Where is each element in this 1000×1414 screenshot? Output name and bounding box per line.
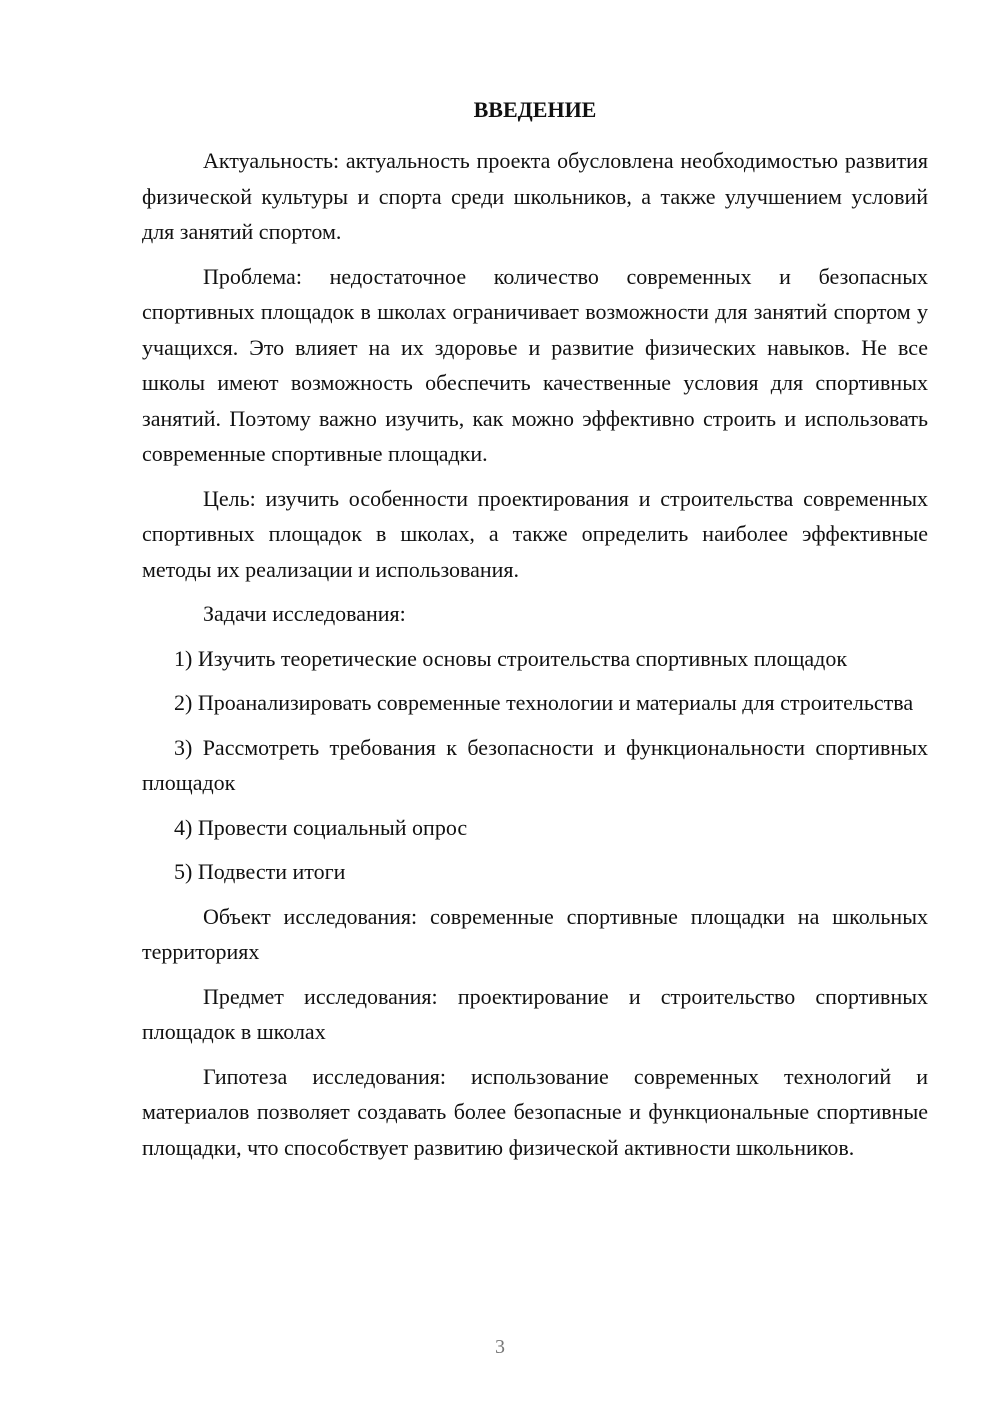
task-item-4: 4) Провести социальный опрос [174, 814, 468, 840]
task-item-5: 5) Подвести итоги [174, 859, 346, 884]
document-body [142, 143, 928, 1174]
paragraph-object: Объект исследования: современные спортивные площадки на школьных территориях [142, 903, 928, 964]
task-item-3: 3) Рассмотреть требования к безопасности и функциональности спортивных площадок [142, 734, 928, 795]
paragraph-goal: Цель: изучить особенности проектирования и строительства современных спортивных площадок в школах, а также определить наиболее эффективные методы их реализации и использования. [142, 485, 928, 582]
page-title: ВВЕДЕНИЕ [473, 97, 597, 122]
task-item-1: 1) Изучить теоретические основы строительства спортивных площадок [174, 645, 848, 671]
task-item-2: 2) Проанализировать современные технологии и материалы для строительства [174, 690, 914, 715]
paragraph-tasks-heading: Задачи исследования: [203, 601, 406, 626]
paragraph-hypothesis: Гипотеза исследования: использование современных технологий и материалов позволяет создавать более безопасные и функциональные спортивные площадки, что способствует развитию физической активности школьников. [142, 1063, 928, 1160]
page-number: 3 [495, 1336, 505, 1358]
paragraph-subject: Предмет исследования: проектирование и строительство спортивных площадок в школах [142, 983, 928, 1044]
paragraph-problem: Проблема: недостаточное количество современных и безопасных спортивных площадок в школах ограничивает возможности для занятий спортом у учащихся. Это влияет на их здоровье и развитие физических навыков. Не все школы имеют возможность обеспечить качественные условия для спортивных занятий. Поэтому важно изучить, как можно эффективно строить и использовать современные спортивные площадки. [142, 263, 928, 466]
paragraph-relevance: Актуальность: актуальность проекта обусловлена необходимостью развития физической культуры и спорта среди школьников, а также улучшением условий для занятий спортом. [142, 148, 928, 244]
